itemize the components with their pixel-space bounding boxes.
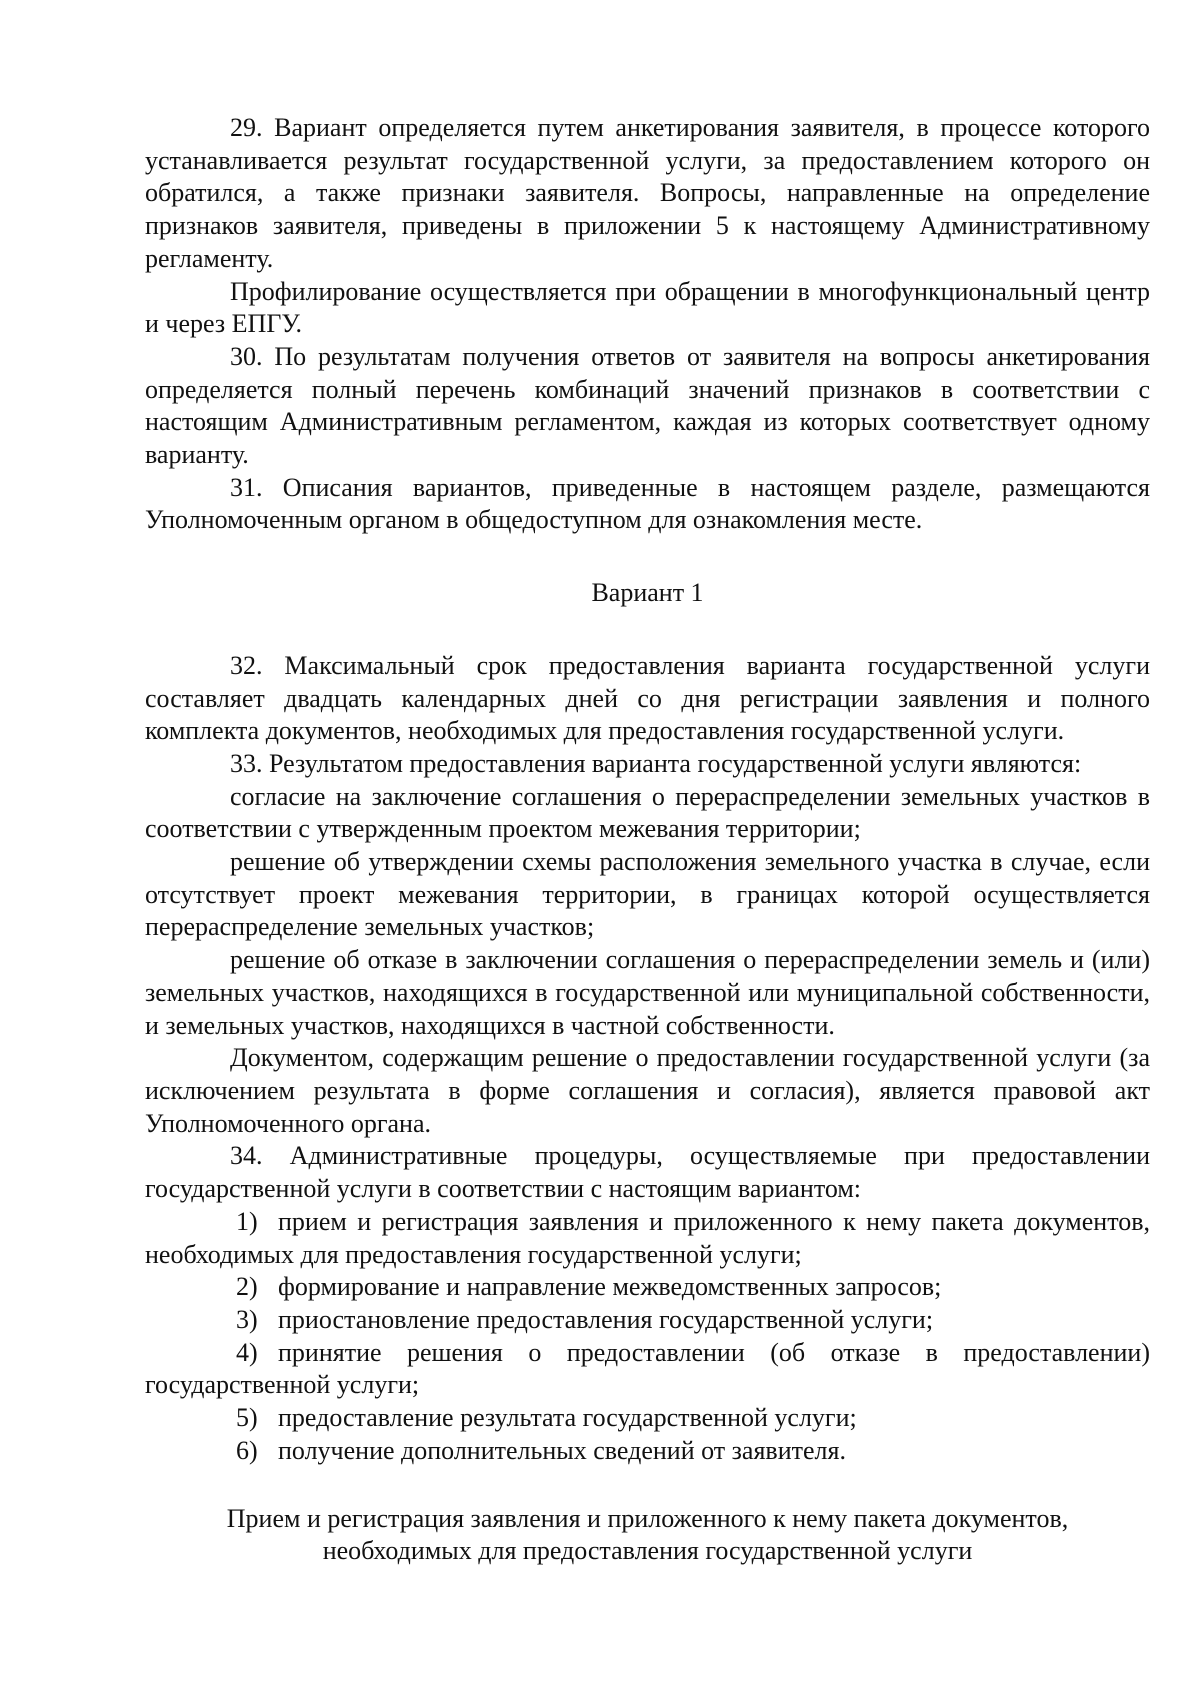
list-item-number: 3) [236, 1304, 258, 1334]
result-scheme-approval: решение об утверждении схемы расположения земельного участка в случае, если отсутствует проект межевания территории, в границах которой осуществляется перераспределение земельных участков; [145, 847, 1150, 942]
list-item-text: принятие решения о предоставлении (об отказе в предоставлении) государственной услуги; [145, 1337, 1150, 1400]
list-item-number: 5) [236, 1403, 258, 1433]
section-heading [145, 1503, 1150, 1567]
section-heading-line2: необходимых для предоставления государственной услуги [322, 1536, 973, 1566]
paragraph-33: 33. Результатом предоставления варианта государственной услуги являются: [230, 748, 1082, 778]
list-item [145, 1206, 1150, 1271]
list-item-number: 6) [236, 1435, 258, 1465]
paragraph-34: 34. Административные процедуры, осуществляемые при предоставлении государственной услуги в соответствии с настоящим вариантом: [145, 1141, 1150, 1204]
list-item-text: формирование и направление межведомственных запросов; [278, 1272, 942, 1302]
list-item [145, 1337, 1150, 1402]
procedures-list [145, 1206, 1150, 1468]
paragraph-29: 29. Вариант определяется путем анкетирования заявителя, в процессе которого устанавливается результат государственной услуги, за предоставлением которого он обратился, а также признаки заявителя. Вопросы, направленные на определение признаков заявителя, приведены в приложении 5 к настоящему Административному регламенту. [145, 113, 1150, 273]
list-item-number: 2) [236, 1272, 258, 1302]
paragraph-32: 32. Максимальный срок предоставления варианта государственной услуги составляет двадцать календарных дней со дня регистрации заявления и полного комплекта документов, необходимых для предоставления государственной услуги. [145, 650, 1150, 746]
section-heading-line1: Прием и регистрация заявления и приложенного к нему пакета документов, [226, 1504, 1069, 1534]
result-refusal: решение об отказе в заключении соглашения о перераспределении земель и (или) земельных участков, находящихся в государственной или муниципальной собственности, и земельных участков, находящихся в частной собственности. [145, 945, 1150, 1040]
list-item-text: прием и регистрация заявления и приложенного к нему пакета документов, необходимых для предоставления государственной услуги; [145, 1206, 1150, 1269]
paragraph-31: 31. Описания вариантов, приведенные в настоящем разделе, размещаются Уполномоченным органом в общедоступном для ознакомления месте. [145, 472, 1150, 535]
list-item [145, 1435, 1150, 1468]
list-item-text: получение дополнительных сведений от заявителя. [278, 1435, 846, 1465]
list-item-text: приостановление предоставления государственной услуги; [278, 1304, 934, 1334]
document-page [145, 112, 1150, 1567]
paragraph-30: 30. По результатам получения ответов от заявителя на вопросы анкетирования определяется полный перечень комбинаций значений признаков в соответствии с настоящим Административным регламентом, каждая из которых соответствует одному варианту. [145, 341, 1150, 470]
list-item-text: предоставление результата государственной услуги; [278, 1403, 857, 1433]
variant-heading: Вариант 1 [591, 578, 704, 608]
paragraph-legal-act: Документом, содержащим решение о предоставлении государственной услуги (за исключением результата в форме соглашения и согласия), является правовой акт Уполномоченного органа. [145, 1043, 1150, 1138]
list-item [145, 1271, 1150, 1304]
paragraph-profiling: Профилирование осуществляется при обращении в многофункциональный центр и через ЕПГУ. [145, 276, 1150, 339]
list-item-number: 1) [236, 1206, 258, 1236]
list-item [145, 1304, 1150, 1337]
result-consent: согласие на заключение соглашения о перераспределении земельных участков в соответствии с утвержденным проектом межевания территории; [145, 781, 1150, 844]
list-item [145, 1402, 1150, 1435]
list-item-number: 4) [236, 1337, 258, 1367]
